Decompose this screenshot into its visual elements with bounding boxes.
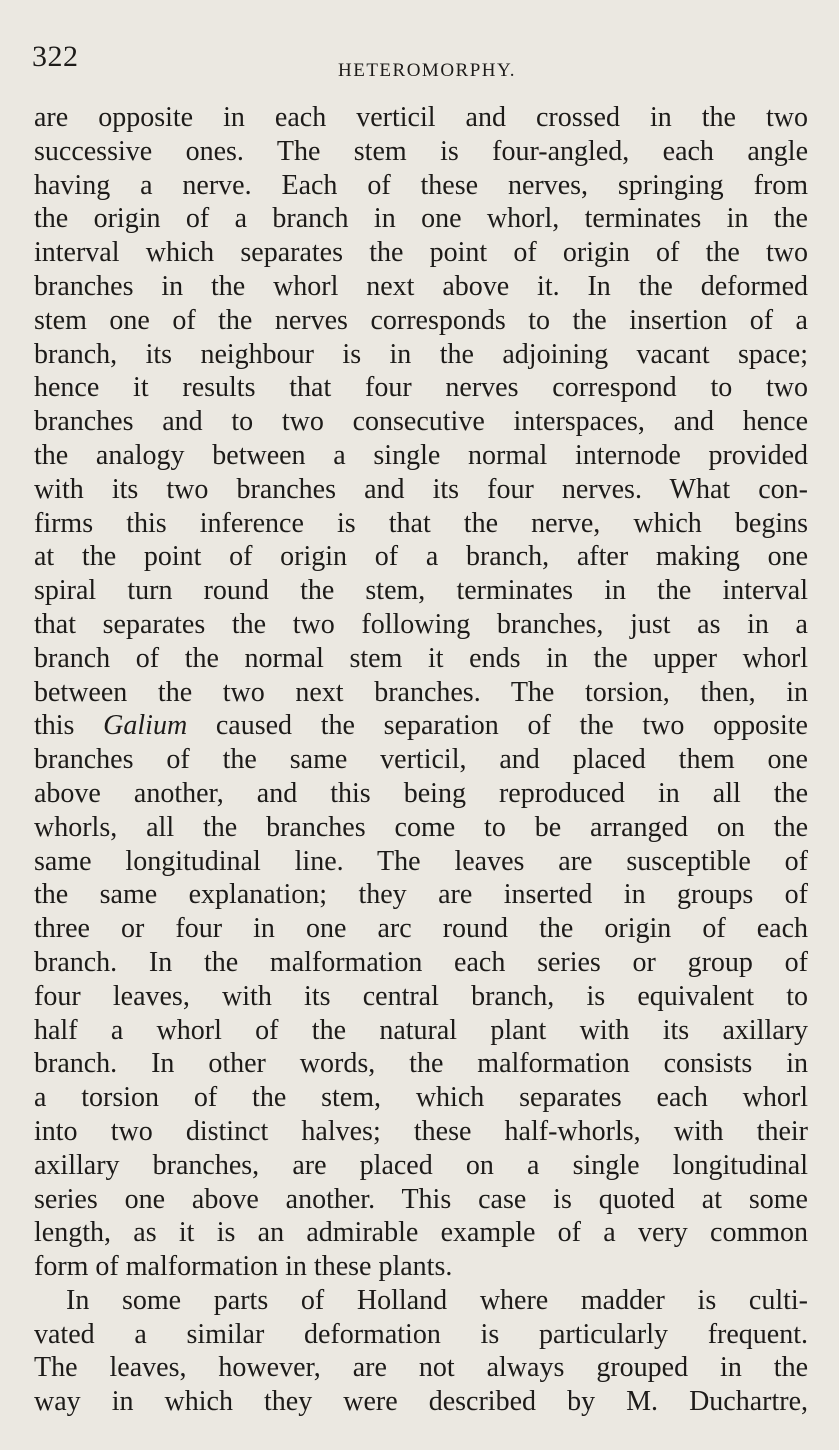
text-line: firms this inference is that the nerve, which begins <box>34 507 808 539</box>
paragraph-2-first-line: In some parts of Holland where madder is culti- <box>66 1284 808 1316</box>
text-line: way in which they were described by M. Duchartre, <box>34 1386 808 1418</box>
text-line: hence it results that four nerves correspond to two <box>34 372 808 404</box>
text-line: branches of the same verticil, and placed them one <box>34 744 808 776</box>
text-line: with its two branches and its four nerves. What con- <box>34 473 808 505</box>
running-head: HETEROMORPHY. <box>338 60 517 81</box>
text-line: four leaves, with its central branch, is equivalent to <box>34 980 808 1012</box>
text-line: series one above another. This case is quoted at some <box>34 1183 808 1215</box>
text-line: into two distinct halves; these half-whorls, with their <box>34 1115 808 1147</box>
text-line: the analogy between a single normal internode provided <box>34 439 808 471</box>
text-line: The leaves, however, are not always grouped in the <box>34 1352 808 1384</box>
text-line: a torsion of the stem, which separates each whorl <box>34 1082 808 1114</box>
text-line: spiral turn round the stem, terminates in the interval <box>34 575 808 607</box>
text-line-galium <box>34 709 808 743</box>
text-line: that separates the two following branches, just as in a <box>34 608 808 640</box>
galium-line-before: this <box>34 710 104 742</box>
galium-line-after: caused the separation of the two opposite <box>187 710 808 742</box>
text-line: stem one of the nerves corresponds to the insertion of a <box>34 304 808 336</box>
text-line: branch, its neighbour is in the adjoining vacant space; <box>34 338 808 370</box>
text-line: half a whorl of the natural plant with its axillary <box>34 1014 808 1046</box>
text-line: the same explanation; they are inserted in groups of <box>34 879 808 911</box>
text-line: successive ones. The stem is four-angled, each angle <box>34 135 808 167</box>
text-line: are opposite in each verticil and crossed in the two <box>34 102 808 133</box>
text-line: three or four in one arc round the origin of each <box>34 913 808 945</box>
text-line: at the point of origin of a branch, after making one <box>34 541 808 573</box>
text-line: branch of the normal stem it ends in the upper whorl <box>34 642 808 674</box>
text-line: interval which separates the point of origin of the two <box>34 237 808 269</box>
paragraph-end-line: form of malformation in these plants. <box>34 1251 453 1283</box>
text-line: vated a similar deformation is particularly frequent. <box>34 1318 808 1350</box>
text-line: between the two next branches. The torsion, then, in <box>34 676 808 708</box>
text-line: branches in the whorl next above it. In the deformed <box>34 270 808 302</box>
text-line: the origin of a branch in one whorl, terminates in the <box>34 203 808 235</box>
text-line: branch. In other words, the malformation consists in <box>34 1048 808 1080</box>
body-text <box>34 101 808 1419</box>
text-line: having a nerve. Each of these nerves, springing from <box>34 169 808 201</box>
text-line: above another, and this being reproduced in all the <box>34 777 808 809</box>
text-line: length, as it is an admirable example of a very common <box>34 1217 808 1249</box>
text-line: branches and to two consecutive interspaces, and hence <box>34 406 808 438</box>
italic-genus-name: Galium <box>103 710 188 742</box>
text-line: same longitudinal line. The leaves are susceptible of <box>34 845 808 877</box>
text-line: whorls, all the branches come to be arranged on the <box>34 811 808 843</box>
page-number: 322 <box>32 40 79 73</box>
text-line: branch. In the malformation each series or group of <box>34 946 808 978</box>
text-line: axillary branches, are placed on a single longitudinal <box>34 1149 808 1181</box>
